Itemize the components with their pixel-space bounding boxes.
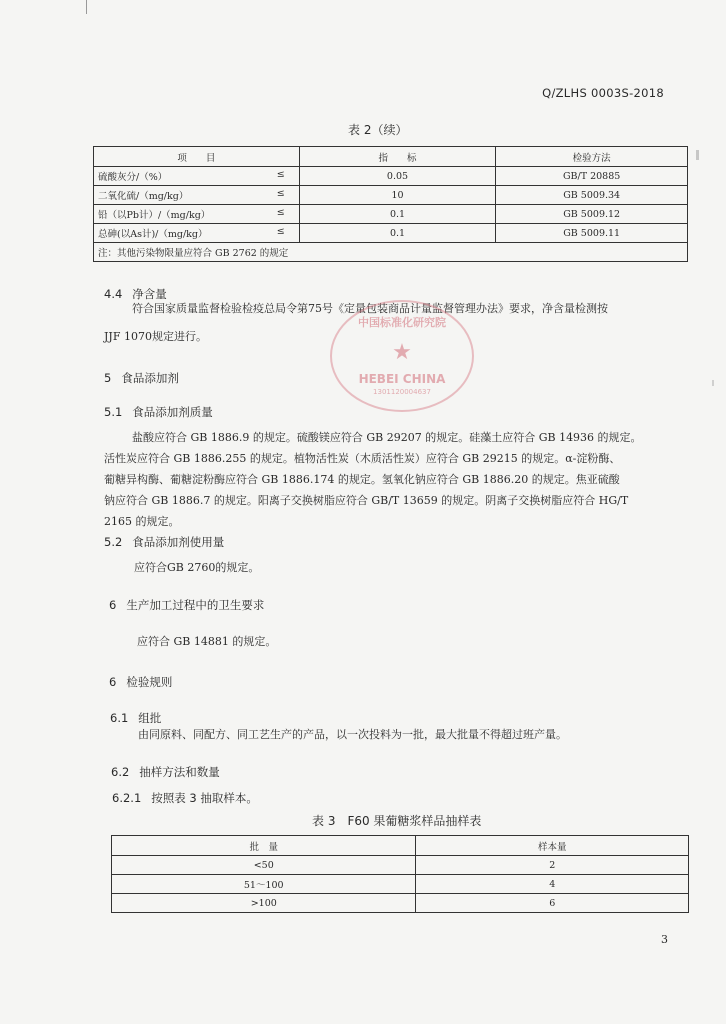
item-label: 铅（以Pb计）/（mg/kg） <box>98 210 211 221</box>
row-sample: 2 <box>416 856 689 875</box>
section-5-2-heading <box>104 534 224 550</box>
table-2-row <box>94 167 688 186</box>
official-seal <box>330 300 474 412</box>
section-number: 6.2 <box>111 765 130 779</box>
section-6-1-text: 由同原料、同配方、同工艺生产的产品，以一次投料为一批，最大批量不得超过班产量。 <box>138 728 567 741</box>
table-3-header-row <box>112 836 689 856</box>
item-label: 二氧化硫/（mg/kg） <box>98 191 189 202</box>
section-5-1-heading <box>104 404 213 420</box>
section-title: 抽样方法和数量 <box>139 765 220 779</box>
section-number: 6 <box>109 675 117 689</box>
section-number: 6.2.1 <box>112 791 142 805</box>
item-label: 总砷(以As计)/（mg/kg） <box>98 229 208 240</box>
scan-mark <box>712 380 714 386</box>
section-number: 6.1 <box>110 711 129 725</box>
section-5-1-line: 2165 的规定。 <box>104 515 180 528</box>
section-title: 生产加工过程中的卫生要求 <box>126 598 265 612</box>
table-3-row <box>112 894 689 913</box>
header-indicator: 指 标 <box>299 147 496 167</box>
section-6-hygiene-text: 应符合 GB 14881 的规定。 <box>137 635 277 648</box>
row-value: 10 <box>299 186 496 205</box>
section-number: 4.4 <box>104 287 123 301</box>
section-number: 5.2 <box>104 535 123 549</box>
document-code: Q/ZLHS 0003S-2018 <box>542 86 664 100</box>
scan-mark <box>86 0 87 14</box>
row-sample: 6 <box>416 894 689 913</box>
table-3-caption: 表 3 F60 果葡糖浆样品抽样表 <box>312 814 482 828</box>
row-item <box>94 186 300 205</box>
section-5-1-line: 盐酸应符合 GB 1886.9 的规定。硫酸镁应符合 GB 29207 的规定。硅藻土应符合 GB 14936 的规定。 <box>132 431 642 444</box>
section-6-hygiene-heading <box>109 597 264 613</box>
row-value: 0.05 <box>299 167 496 186</box>
header-sample: 样本量 <box>416 836 689 856</box>
section-title: 食品添加剂质量 <box>132 405 213 419</box>
section-text: 按照表 3 抽取样本。 <box>151 791 258 805</box>
section-4-4-text-1: 符合国家质量监督检验检疫总局令第75号《定量包装商品计量监督管理办法》要求，净含量检测按 <box>132 302 608 315</box>
section-number: 5 <box>104 371 112 385</box>
header-batch: 批 量 <box>112 836 416 856</box>
row-method: GB/T 20885 <box>496 167 688 186</box>
table-2-note: 注：其他污染物限量应符合 GB 2762 的规定 <box>94 243 688 262</box>
section-5-2-text: 应符合GB 2760的规定。 <box>134 561 260 574</box>
header-item: 项 目 <box>94 147 300 167</box>
section-5-heading <box>104 370 179 386</box>
seal-text-top: 中国标准化研究院 <box>358 316 446 329</box>
row-item <box>94 224 300 243</box>
page-number: 3 <box>661 933 668 946</box>
row-item <box>94 205 300 224</box>
row-method: GB 5009.34 <box>496 186 688 205</box>
table-2-header-row <box>94 147 688 167</box>
section-6-inspection-heading <box>109 674 172 690</box>
comparison-symbol: ≤ <box>276 207 285 218</box>
section-6-2-1-line <box>112 790 258 806</box>
section-title: 检验规则 <box>126 675 173 689</box>
section-number: 5.1 <box>104 405 123 419</box>
table-2-note-row <box>94 243 688 262</box>
row-method: GB 5009.12 <box>496 205 688 224</box>
row-value: 0.1 <box>299 205 496 224</box>
section-number: 6 <box>109 598 117 612</box>
seal-text-bottom: HEBEI CHINA <box>358 372 446 386</box>
section-title: 食品添加剂使用量 <box>132 535 225 549</box>
row-method: GB 5009.11 <box>496 224 688 243</box>
section-6-2-heading <box>111 764 220 780</box>
row-sample: 4 <box>416 875 689 894</box>
header-method: 检验方法 <box>496 147 688 167</box>
table-3 <box>111 835 689 913</box>
table-2-row <box>94 224 688 243</box>
row-batch: >100 <box>112 894 416 913</box>
item-label: 硫酸灰分/（%） <box>98 172 168 183</box>
seal-code: 1301120004637 <box>373 388 431 396</box>
section-5-1-line: 活性炭应符合 GB 1886.255 的规定。植物活性炭（木质活性炭）应符合 GB 29215 的规定。α-淀粉酶、 <box>104 452 621 465</box>
row-batch: <50 <box>112 856 416 875</box>
section-4-4-text-2: JJF 1070规定进行。 <box>104 330 207 343</box>
table-2 <box>93 146 688 262</box>
section-5-1-line: 钠应符合 GB 1886.7 的规定。阳离子交换树脂应符合 GB/T 13659 的规定。阴离子交换树脂应符合 HG/T <box>104 494 629 507</box>
table-2-caption: 表 2（续） <box>348 123 408 137</box>
table-2-row <box>94 186 688 205</box>
section-5-1-line: 葡糖异构酶、葡糖淀粉酶应符合 GB 1886.174 的规定。氢氧化钠应符合 GB 1886.20 的规定。焦亚硫酸 <box>104 473 620 486</box>
comparison-symbol: ≤ <box>276 188 285 199</box>
table-3-row <box>112 856 689 875</box>
scan-mark <box>696 150 699 160</box>
table-3-row <box>112 875 689 894</box>
row-item <box>94 167 300 186</box>
comparison-symbol: ≤ <box>276 226 285 237</box>
section-title: 组批 <box>138 711 162 725</box>
section-title: 净含量 <box>132 287 167 301</box>
row-value: 0.1 <box>299 224 496 243</box>
comparison-symbol: ≤ <box>276 169 285 180</box>
table-2-row <box>94 205 688 224</box>
row-batch: 51～100 <box>112 875 416 894</box>
section-title: 食品添加剂 <box>121 371 179 385</box>
seal-star-icon: ★ <box>392 340 412 365</box>
